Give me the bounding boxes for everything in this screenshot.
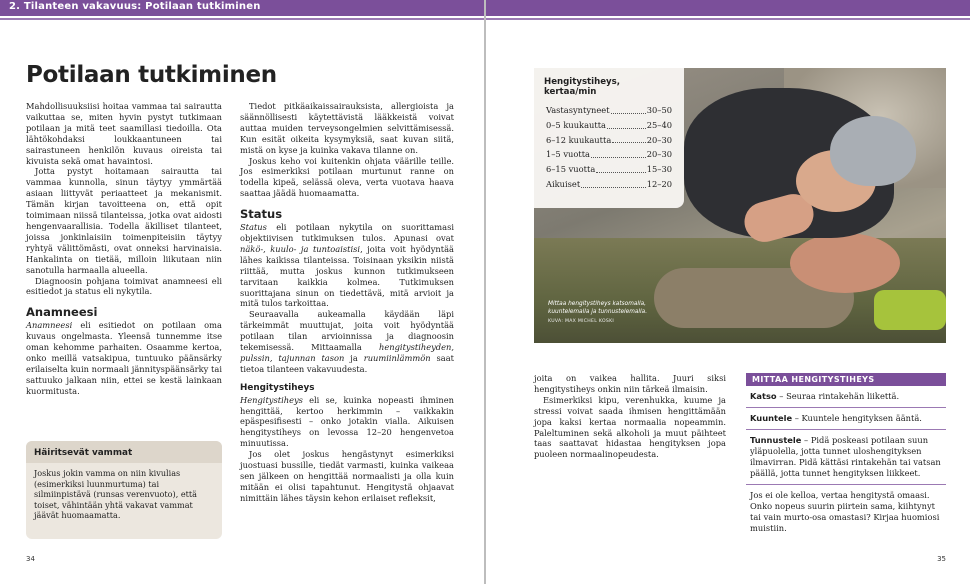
photo-rescuer-hat bbox=[830, 116, 916, 186]
intro-paragraph-2: Jotta pystyt hoitamaan sairautta tai vammaa kunnolla, sinun täytyy ymmärtää asiaan liittyvät periaatteet ja mekanismit. Tämän kirjan tavoitteena on, että opit toimimaan niissä tilanteissa, jotka ovat aidosti hengenvaarallisia. Todella äkilliset tilanteet, joissa jonkinlaisiin toimenpiteisiin täytyy ryhtyä välittömästi, ovat onneksi harvinaisia. Hankalinta on tietää, milloin liikutaan niin sanotulla harmaalla alueella. bbox=[26, 166, 222, 275]
anamneesi-heading: Anamneesi bbox=[26, 305, 98, 320]
status-p2-a: Seuraavalla aukeamalla käydään läpi tärkeimmät muuttujat, joita voit hyödyntää potilaan tilan arvioinnissa ja diagnoosin tekemisessä. Mittaamalla bbox=[240, 309, 454, 353]
chapter-header-band bbox=[0, 0, 484, 16]
photo-patient-face bbox=[790, 233, 900, 293]
disturbing-injuries-box bbox=[26, 441, 222, 539]
table-row bbox=[534, 177, 684, 192]
header-rule bbox=[0, 18, 484, 20]
col2-paragraph-2: Joskus keho voi kuitenkin ohjata väärille teille. Jos esimerkiksi potilaan murtunut ranne on todella kipeä, selässä oleva, verta vuotava haava saattaa jäädä huomaamatta. bbox=[240, 155, 454, 199]
anamneesi-paragraph bbox=[26, 320, 222, 396]
anamneesi-text: eli esitiedot on potilaan oma kuvaus ongelmasta. Yleensä tunnemme itse oman kehomme parhaiten. Osaamme kertoa, onko meillä vatsakipua, tuntuuko päänsärky erilaiselta kuin normaali jännityspäänsärky tai sattuuko jalkaan niin, ettei se kestä lainkaan kuormitusta. bbox=[26, 320, 222, 396]
item-text: – Pidä poskeasi potilaan suun yläpuolella, jotta tunnet uloshengityksen ilmavirran. Pidä kättäsi rintakehän tai vatsan päällä, jotta tunnet hengityksen liikkeet. bbox=[750, 435, 941, 478]
status-senses: näkö-, kuulo- ja tuntoaistisi bbox=[240, 243, 361, 254]
status-text-b: , joita voit hyödyntää lähes kaikissa tilanteissa. Toisinaan yksikin niistä riittää, mutta joskus kunnon tutkimukseen tarvitaan kaikkia kolmea. Tutkimuksen suorittajana sinun on tiedettävä, mitä arvioit ja mitä tulos tarkoittaa. bbox=[240, 243, 454, 309]
status-heading: Status bbox=[240, 207, 283, 222]
col3-paragraph-2: Esimerkiksi kipu, verenhukka, kuume ja stressi voivat saada ihmisen hengittämään jopa kaksi kertaa normaalia nopeammin. Paleltuminen sekä alkoholi ja muut päihteet taas saattavat hidastaa hengityksen jopa puoleen normaalinopeudesta. bbox=[534, 394, 726, 460]
row-label: 6–12 kuukautta bbox=[546, 134, 612, 145]
table-row bbox=[534, 147, 684, 162]
status-text-a: eli potilaan nykytila on suorittamasi objektiivisen tutkimuksen tulos. Apunasi ovat bbox=[240, 222, 454, 243]
leader-dots bbox=[596, 162, 645, 173]
leader-dots bbox=[607, 118, 646, 129]
status-temp: ruumiinlämmön bbox=[363, 352, 431, 363]
row-value: 30–50 bbox=[646, 105, 672, 115]
right-header-rule bbox=[486, 18, 970, 20]
list-item bbox=[746, 408, 946, 430]
status-vitals: hengitystiheyden, pulssin, tajunnan tason bbox=[240, 342, 454, 363]
leader-dots bbox=[612, 133, 645, 144]
chapter-title: 2. Tilanteen vakavuus: Potilaan tutkiminen bbox=[9, 1, 261, 12]
photo-caption-line-2: kuuntelemalla ja tunnustelemalla. bbox=[548, 308, 648, 315]
row-label: Vastasyntyneet bbox=[546, 105, 610, 115]
status-term: Status bbox=[240, 222, 267, 233]
left-page bbox=[0, 0, 484, 584]
row-value: 12–20 bbox=[646, 178, 672, 189]
table-row bbox=[534, 133, 684, 148]
row-value: 25–40 bbox=[646, 119, 672, 130]
photo-credit: KUVA: MAX MICHEL KOSKI bbox=[548, 319, 615, 324]
item-term: Tunnustele bbox=[750, 435, 802, 445]
page-number-left: 34 bbox=[26, 555, 35, 563]
photo-backpack bbox=[874, 290, 946, 330]
measure-box-title: MITTAA HENGITYSTIHEYS bbox=[746, 373, 946, 386]
leader-dots bbox=[591, 147, 646, 158]
text-column-1 bbox=[26, 101, 222, 397]
status-p2-b: ja bbox=[344, 352, 364, 363]
text-column-3 bbox=[534, 373, 726, 460]
page-number-right: 35 bbox=[937, 555, 946, 563]
anamneesi-term: Anamneesi bbox=[26, 320, 73, 331]
row-label: Aikuiset bbox=[546, 178, 581, 189]
box-text: Joskus jokin vamma on niin kivulias (esimerkiksi luunmurtuma) tai silmiinpistävä (runsas verenvuoto), että toiset, vähintään yhtä vakavat vammat jäävät huomaamatta. bbox=[34, 468, 197, 521]
list-item: Jos ei ole kelloa, vertaa hengitystä omaasi. Onko nopeus suurin piirtein sama, kiihtynyt tai vain murto-osa omastasi? Kirjaa huomiosi muistiin. bbox=[750, 490, 940, 533]
row-label: 0–5 kuukautta bbox=[546, 119, 606, 130]
row-value: 15–30 bbox=[646, 164, 672, 175]
status-p2-c: saat tietoa tilanteen vakavuudesta. bbox=[240, 352, 455, 374]
item-text: – Kuuntele hengityksen ääntä. bbox=[792, 413, 922, 423]
row-value: 20–30 bbox=[646, 134, 672, 145]
table-row bbox=[534, 118, 684, 133]
item-term: Katso bbox=[750, 391, 777, 401]
ht-paragraph-2: Jos olet joskus hengästynyt esimerkiksi juostuasi bussille, tiedät varmasti, kuinka vaikeaa sen jälkeen on hengittää normaalisti ja olla kuin mitään ei olisi tapahtunut. Hengitystä ohjaavat nimittäin lähes täysin kehon erilaiset refleksit, bbox=[240, 449, 454, 503]
list-item bbox=[746, 430, 946, 485]
box-title: Häiritsevät vammat bbox=[26, 441, 222, 463]
status-paragraph-2 bbox=[240, 309, 454, 374]
hengitystiheys-heading: Hengitystiheys bbox=[240, 382, 315, 393]
intro-paragraph-1: Mahdollisuuksiisi hoitaa vammaa tai sairautta vaikuttaa se, miten hyvin pystyt tutkimaan potilaan ja mitä teet saamillasi tiedoilla. Ota lähtökohdaksi loukkaantuneen tai sairastuneen henkilön kuvaus oireista tai kivuista sekä omat havaintosi. bbox=[26, 101, 222, 166]
right-header-band bbox=[486, 0, 970, 16]
row-label: 1–5 vuotta bbox=[546, 149, 590, 160]
list-item bbox=[746, 386, 946, 408]
ht-term: Hengitystiheys bbox=[240, 394, 303, 405]
leader-dots bbox=[581, 177, 646, 188]
row-value: 20–30 bbox=[646, 149, 672, 160]
text-column-2 bbox=[240, 101, 454, 504]
photo-caption-line-1: Mittaa hengitystiheys katsomalla, bbox=[548, 301, 647, 307]
rate-table-title: Hengitystiheys, kertaa/min bbox=[544, 77, 621, 97]
intro-paragraph-3: Diagnoosin pohjana toimivat anamneesi eli esitiedot ja status eli nykytila. bbox=[26, 275, 222, 297]
table-row bbox=[534, 162, 684, 177]
item-text: – Seuraa rintakehän liikettä. bbox=[776, 391, 900, 401]
photo-caption bbox=[548, 301, 647, 316]
measure-breathing-box bbox=[746, 373, 946, 539]
item-term: Kuuntele bbox=[750, 413, 793, 423]
respiratory-rate-table bbox=[534, 68, 684, 208]
col3-paragraph-1: joita on vaikea hallita. Juuri siksi hengitystiheys onkin niin tärkeä ilmaisin. bbox=[534, 373, 726, 394]
ht-paragraph-1 bbox=[240, 395, 454, 450]
row-label: 6–15 vuotta bbox=[546, 164, 596, 175]
page-title: Potilaan tutkiminen bbox=[26, 62, 277, 88]
leader-dots bbox=[611, 103, 646, 114]
table-row bbox=[534, 103, 684, 118]
ht-text: eli se, kuinka nopeasti ihminen hengittää, kertoo herkimmin – vaikkakin epäspesifisesti – onko jotakin vialla. Aikuisen hengitystiheys on levossa 12–20 hengenvetoa minuutissa. bbox=[240, 394, 454, 449]
col2-paragraph-1: Tiedot pitkäaikaissairauksista, allergioista ja säännöllisesti käytettävistä lääkkeistä voivat auttaa muiden terveysongelmien selvittämisessä. Kun esität oikeita kysymyksiä, saat kuvan siitä, mistä on kyse ja kuinka vakava tilanne on. bbox=[240, 101, 454, 155]
status-paragraph-1 bbox=[240, 222, 454, 309]
